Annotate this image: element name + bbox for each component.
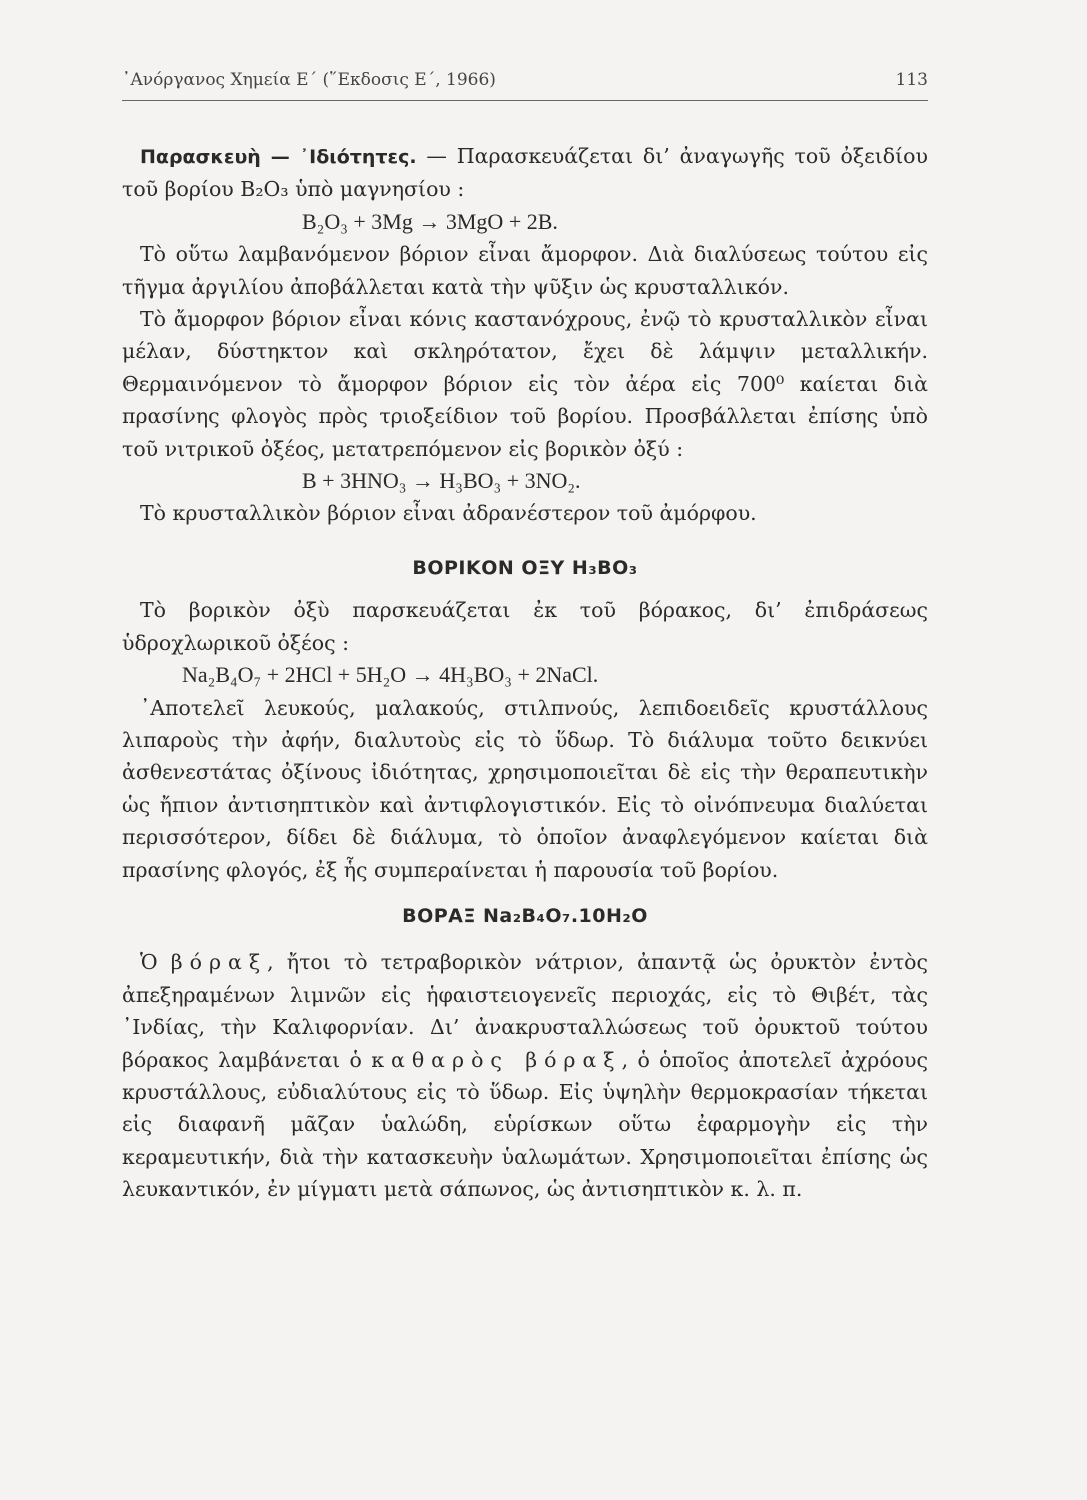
borax-text-2: , ἤτοι τὸ τετραβορικὸν νάτριον, ἀπαντᾷ ὡς ὀρυκτὸν ἐντὸς ἀπεξηραμένων λιμνῶν εἰς ἡφαιστειογενεῖς περιοχάς, εἰς τὸ Θιβέτ, τὰς ᾿Ινδίας, τὴν Καλιφορνίαν. Δι’ ἀνακρυσταλλώσεως τοῦ ὀρυκτοῦ τούτου βόρακος λαμβάνεται ὁ (122, 950, 928, 1072)
running-header (122, 70, 928, 101)
section-lead: Παρασκευὴ — ᾿Ιδιότητες. (140, 146, 417, 168)
heading-boric-acid: ΒΟΡΙΚΟΝ ΟΞΥ H₃BO₃ (412, 556, 638, 579)
preparation-paragraph (122, 140, 928, 206)
borax-text-1: Ὁ (140, 950, 171, 975)
heading-borax: ΒΟΡΑΞ Na₂B₄O₇.10H₂O (402, 904, 648, 927)
page-number: 113 (895, 70, 928, 90)
amorphous-paragraph: Τὸ οὕτω λαμβανόμενον βόριον εἶναι ἄμορφον. Διὰ διαλύσεως τούτου εἰς τῆγμα ἀργιλίου ἀποβάλλεται κατὰ τὴν ψῦξιν ὡς κρυσταλλικόν. (122, 242, 928, 299)
boric-properties-paragraph: ᾿Αποτελεῖ λευκούς, μαλακούς, στιλπνούς, λεπιδοειδεῖς κρυστάλλους λιπαροὺς τὴν ἀφήν, διαλυτοὺς εἰς τὸ ὕδωρ. Τὸ διάλυμα τοῦτο δεικνύει ἀσθενεστάτας ὀξίνους ἰδιότητας, χρησιμοποιεῖται δὲ εἰς τὴν θεραπευτικὴν ὡς ἤπιον ἀντισηπτικὸν καὶ ἀντιφλογιστικόν. Εἰς τὸ οἰνόπνευμα διαλύεται περισσότερον, δίδει δὲ διάλυμα, τὸ ὁποῖον ἀναφλεγόμενον καίεται διὰ πρασίνης φλογός, ἐξ ἧς συμπεραίνεται ἡ παρουσία τοῦ βορίου. (122, 695, 928, 882)
borax-paragraph (122, 946, 928, 1205)
borax-text-3: , ὁ ὁποῖος ἀποτελεῖ ἀχρόους κρυστάλλους, εὐδιαλύτους εἰς τὸ ὕδωρ. Εἰς ὑψηλὴν θερμοκρασίαν τήκεται εἰς διαφανῆ μᾶζαν ὑαλώδη, εὑρίσκων οὕτω ἐφαρμογὴν εἰς τὴν κεραμευτικήν, διὰ τὴν κατασκευὴν ὑαλωμάτων. Χρησιμοποιεῖται ἐπίσης ὡς λευκαντικόν, ἐν μίγματι μετὰ σάπωνος, ὡς ἀντισηπτικὸν κ. λ. π. (122, 1047, 928, 1202)
preparation-text: — Παρασκευάζεται δι’ ἀναγωγῆς τοῦ ὀξειδίου τοῦ βορίου B₂O₃ ὑπὸ μαγνησίου : (122, 144, 928, 202)
page-body (122, 140, 928, 1206)
equation-boron-oxide-reduction: B₂O₃ + 3Mg → 3MgO + 2B. (302, 208, 558, 234)
term-borax: βόραξ (170, 950, 268, 975)
boric-prep-paragraph: Τὸ βορικὸν ὀξὺ παρσκευάζεται ἐκ τοῦ βόρακος, δι’ ἐπιδράσεως ὑδροχλωρικοῦ ὀξέος : (122, 598, 928, 655)
equation-nitric-acid: B + 3HNO₃ → H₃BO₃ + 3NO₂. (302, 468, 581, 494)
inert-paragraph: Τὸ κρυσταλλικὸν βόριον εἶναι ἀδρανέστερον τοῦ ἀμόρφου. (140, 501, 757, 526)
equation-borax-hcl: Na₂B₄O₇ + 2HCl + 5H₂O → 4H₃BO₃ + 2NaCl. (182, 662, 599, 688)
running-title: ᾿Ανόργανος Χημεία Ε΄ (῞Εκδοσις Ε΄, 1966) (122, 70, 496, 90)
properties-paragraph: Τὸ ἄμορφον βόριον εἶναι κόνις καστανόχρους, ἐνῷ τὸ κρυσταλλικὸν εἶναι μέλαν, δύστηκτον καὶ σκληρότατον, ἔχει δὲ λάμψιν μεταλλικήν. Θερμαινόμενον τὸ ἄμορφον βόριον εἰς τὸν ἀέρα εἰς 700⁰ καίεται διὰ πρασίνης φλογὸς πρὸς τριοξείδιον τοῦ βορίου. Προσβάλλεται ἐπίσης ὑπὸ τοῦ νιτρικοῦ ὀξέος, μετατρεπόμενον εἰς βορικὸν ὀξύ : (122, 307, 928, 461)
term-pure-borax: καθαρὸς βόραξ (371, 1047, 622, 1072)
